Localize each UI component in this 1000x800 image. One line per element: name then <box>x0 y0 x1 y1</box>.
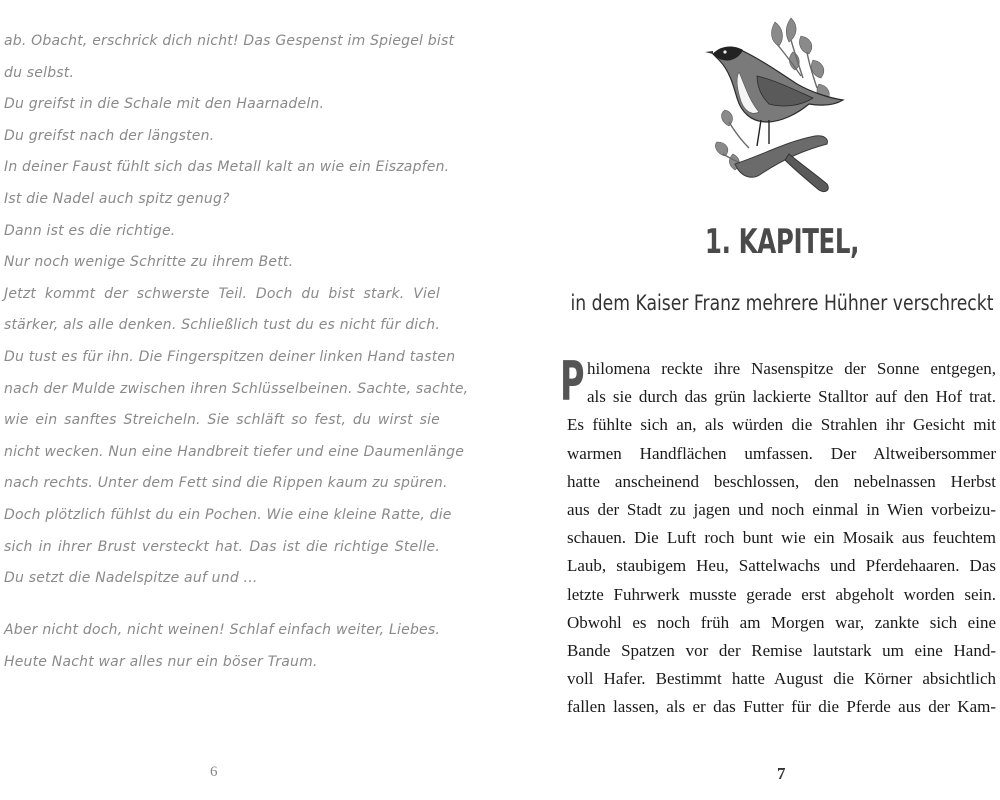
text-line: warmen Handflächen umfassen. Der Altweibersommer <box>567 443 996 463</box>
text-line: nicht wecken. Nun eine Handbreit tiefer und eine Daumenlänge <box>4 443 465 460</box>
chapter-body <box>567 355 996 721</box>
text-line: Du tust es für ihn. Die Fingerspitzen deiner linken Hand tasten <box>4 348 456 365</box>
text-line: Aber nicht doch, nicht weinen! Schlaf einfach weiter, Liebes. <box>4 622 440 638</box>
text-line: Jetzt kommt der schwerste Teil. Doch du bist stark. Viel <box>4 285 440 302</box>
text-line: nach rechts. Unter dem Fett sind die Rippen kaum zu spüren. <box>4 475 448 492</box>
text-line: Laub, staubigem Heu, Sattelwachs und Pferdehaaren. Das <box>567 556 996 576</box>
chapter-subtitle: in dem Kaiser Franz mehrere Hühner verschreckt <box>570 291 994 315</box>
text-line: letzte Fuhrwerk musste gerade erst abgeholt worden sein. <box>567 584 996 604</box>
text-line: Du setzt die Nadelspitze auf und ... <box>4 570 258 587</box>
text-line: nach der Mulde zwischen ihren Schlüsselbeinen. Sachte, sachte, <box>4 380 469 397</box>
text-line: In deiner Faust fühlt sich das Metall kalt an wie ein Eiszapfen. <box>4 159 450 176</box>
text-line: hatte anscheinend beschlossen, den nebelnassen Herbst <box>567 471 996 491</box>
text-line: schauen. Die Luft roch bunt wie ein Mosaik aus feuchtem <box>567 528 996 548</box>
text-line: Es fühlte sich an, als würden die Strahlen ihr Gesicht mit <box>567 415 996 435</box>
text-line: als sie durch das grün lackierte Stalltor auf den Hof trat. <box>587 387 996 407</box>
text-line: Dann ist es die richtige. <box>4 222 176 239</box>
drop-cap: P <box>560 350 585 413</box>
handwritten-passage <box>4 26 469 595</box>
chapter-title: 1. KAPITEL, <box>704 222 860 262</box>
text-line: fallen lassen, als er das Futter für die Pferde aus der Kam- <box>567 697 996 717</box>
page-number-right: 7 <box>777 764 786 783</box>
text-line: Nur noch wenige Schritte zu ihrem Bett. <box>4 254 294 271</box>
text-line: Obwohl es noch früh am Morgen war, zankte sich eine <box>567 612 996 632</box>
text-line: Heute Nacht war alles nur ein böser Traum. <box>4 653 318 670</box>
text-line: voll Hafer. Bestimmt hatte August die Körner absichtlich <box>567 669 996 689</box>
text-line: Ist die Nadel auch spitz genug? <box>4 190 230 207</box>
bird-on-branch-icon <box>705 14 855 204</box>
text-line: wie ein sanftes Streicheln. Sie schläft so fest, du wirst sie <box>4 412 440 429</box>
text-line: hilomena reckte ihre Nasenspitze der Sonne entgegen, <box>587 359 996 378</box>
text-line: du selbst. <box>4 64 75 81</box>
text-line: stärker, als alle denken. Schließlich tust du es nicht für dich. <box>4 317 440 334</box>
text-line: sich in ihrer Brust versteckt hat. Das ist die richtige Stelle. <box>4 538 440 555</box>
text-line: Du greifst nach der längsten. <box>4 127 215 144</box>
right-page <box>500 0 1000 800</box>
text-line: ab. Obacht, erschrick dich nicht! Das Gespenst im Spiegel bist <box>4 33 455 49</box>
handwritten-closing <box>4 615 440 678</box>
page-number-left: 6 <box>210 764 218 780</box>
text-line: Bande Spatzen vor der Remise lautstark um eine Hand- <box>567 640 996 660</box>
text-line: Doch plötzlich fühlst du ein Pochen. Wie eine kleine Ratte, die <box>4 506 452 523</box>
text-line: aus der Stadt zu jagen und noch einmal in Wien vorbeizu- <box>567 499 996 519</box>
text-line: Du greifst in die Schale mit den Haarnadeln. <box>4 96 325 113</box>
